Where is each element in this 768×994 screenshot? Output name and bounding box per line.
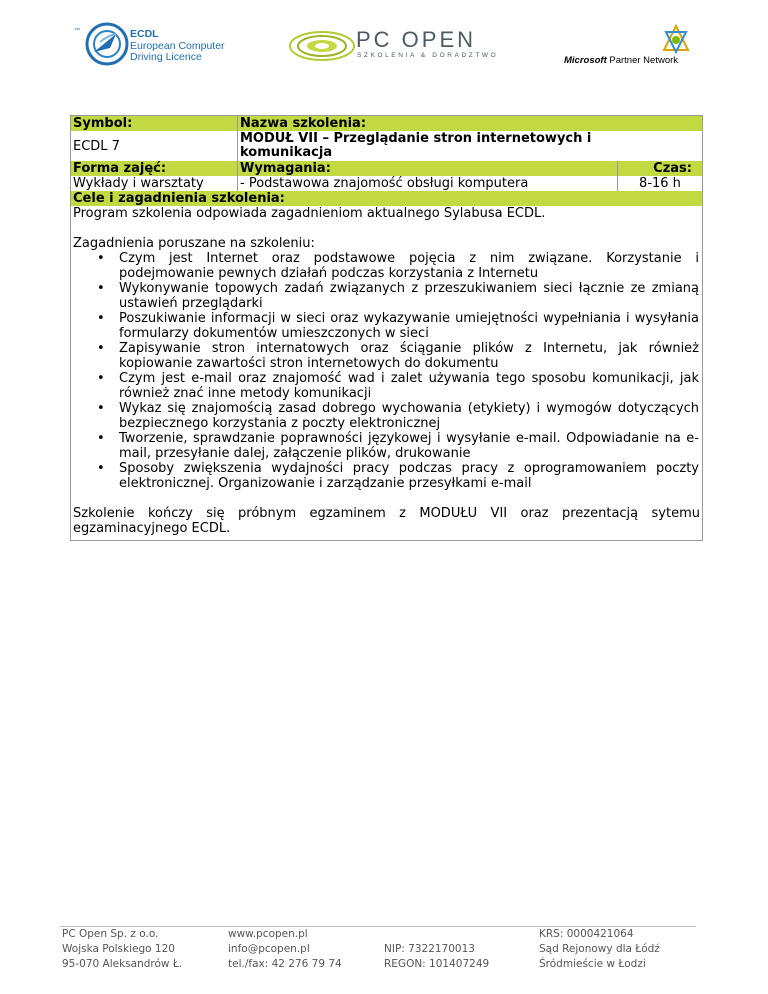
ecdl-line2: Driving Licence bbox=[130, 51, 202, 63]
footer-company-street: Wojska Polskiego 120 bbox=[62, 943, 175, 955]
footer-regon: REGON: 101407249 bbox=[384, 958, 490, 970]
symbol-name-value-row bbox=[71, 131, 702, 161]
list-item: • Czym jest e-mail oraz znajomość wad i zalet używania tego sposobu komunikacji, jak również znać inne metody komunikacji bbox=[119, 371, 700, 401]
partner-network-text: Partner Network bbox=[606, 55, 679, 66]
list-item: • Tworzenie, sprawdzanie poprawności językowej i wysyłanie e-mail. Odpowiadanie na e-mail, przesyłanie dalej, załączenie plików, drukowanie bbox=[119, 431, 700, 461]
form-requirements-header-row bbox=[71, 161, 702, 176]
microsoft-brand: Microsoft bbox=[564, 55, 607, 66]
footer-court: Sąd Rejonowy dla Łódź bbox=[539, 943, 660, 955]
ecdl-name: ECDL bbox=[130, 28, 159, 40]
footer-tax-ids bbox=[384, 942, 489, 972]
course-description bbox=[71, 206, 702, 540]
topics-list bbox=[73, 251, 700, 491]
form-requirements-value-row bbox=[71, 176, 702, 191]
requirements-label: Wymagania: bbox=[237, 161, 617, 176]
list-item: • Czym jest Internet oraz podstawowe pojęcia z nim związane. Korzystanie i podejmowanie pewnych działań podczas korzystania z Internetu bbox=[119, 251, 700, 281]
footer-court-district: Śródmieście w Łodzi bbox=[539, 958, 646, 970]
footer-website-link[interactable]: www.pcopen.pl bbox=[228, 928, 308, 940]
forma-label: Forma zajęć: bbox=[73, 161, 167, 176]
ecdl-tm: ™ bbox=[74, 28, 80, 34]
symbol-label: Symbol: bbox=[71, 116, 237, 131]
ecdl-line1: European Computer bbox=[130, 39, 225, 52]
symbol-value: ECDL 7 bbox=[73, 138, 120, 154]
topics-title: Zagadnienia poruszane na szkoleniu: bbox=[73, 236, 315, 251]
goals-label: Cele i zagadnienia szkolenia: bbox=[73, 191, 285, 206]
list-item: • Zapisywanie stron internatowych oraz ściąganie plików z Internetu, jak również kopiowanie zawartości stron internetowych do dokumentu bbox=[119, 341, 700, 371]
partner-network-icon bbox=[660, 24, 692, 54]
footer-phone: tel./fax: 42 276 79 74 bbox=[228, 958, 342, 970]
goals-header-row bbox=[71, 191, 702, 206]
footer-company bbox=[62, 927, 182, 972]
course-name-value: MODUŁ VII – Przeglądanie stron internetowych i komunikacja bbox=[237, 131, 702, 161]
microsoft-partner-network-logo bbox=[564, 55, 678, 66]
symbol-name-header-row bbox=[71, 116, 702, 131]
course-name-label: Nazwa szkolenia: bbox=[237, 116, 702, 131]
list-item: • Sposoby zwiększenia wydajności pracy podczas pracy z oprogramowaniem poczty elektronicznej. Organizowanie i zarządzanie przesyłkami e-mail bbox=[119, 461, 700, 491]
footer-company-name: PC Open Sp. z o.o. bbox=[62, 928, 159, 940]
duration-value: 8-16 h bbox=[617, 176, 702, 191]
footer-company-city: 95-070 Aleksandrów Ł. bbox=[62, 958, 183, 970]
requirements-value: - Podstawowa znajomość obsługi komputera bbox=[237, 176, 617, 191]
pc-open-title: PC OPEN bbox=[356, 27, 477, 52]
footer-registry bbox=[539, 927, 660, 972]
list-item: • Wykaz się znajomością zasad dobrego wychowania (etykiety) i wymogów dotyczących bezpiecznego korzystania z poczty elektronicznej bbox=[119, 401, 700, 431]
intro-text: Program szkolenia odpowiada zagadnieniom aktualnego Sylabusa ECDL. bbox=[73, 206, 546, 221]
course-table bbox=[70, 115, 703, 541]
list-item: • Poszukiwanie informacji w sieci oraz wykazywanie umiejętności wypełniania i wysyłania formularzy dokumentów umieszczonych w sieci bbox=[119, 311, 700, 341]
list-item: • Wykonywanie topowych zadań związanych z przeszukiwaniem sieci łącznie ze zmianą ustawień przeglądarki bbox=[119, 281, 700, 311]
duration-label: Czas: bbox=[617, 161, 702, 176]
ecdl-text bbox=[130, 29, 225, 64]
footer-nip: NIP: 7322170013 bbox=[384, 943, 475, 955]
footer-email-link[interactable]: info@pcopen.pl bbox=[228, 943, 310, 955]
closing-text: Szkolenie kończy się próbnym egzaminem z MODUŁU VII oraz prezentacją sytemu egzaminacyjnego ECDL. bbox=[73, 506, 700, 536]
footer-contact bbox=[228, 927, 342, 972]
footer-krs: KRS: 0000421064 bbox=[539, 928, 634, 940]
forma-value: Wykłady i warsztaty bbox=[73, 176, 204, 191]
pc-open-subtitle: SZKOLENIA & DORADZTWO bbox=[357, 52, 499, 59]
